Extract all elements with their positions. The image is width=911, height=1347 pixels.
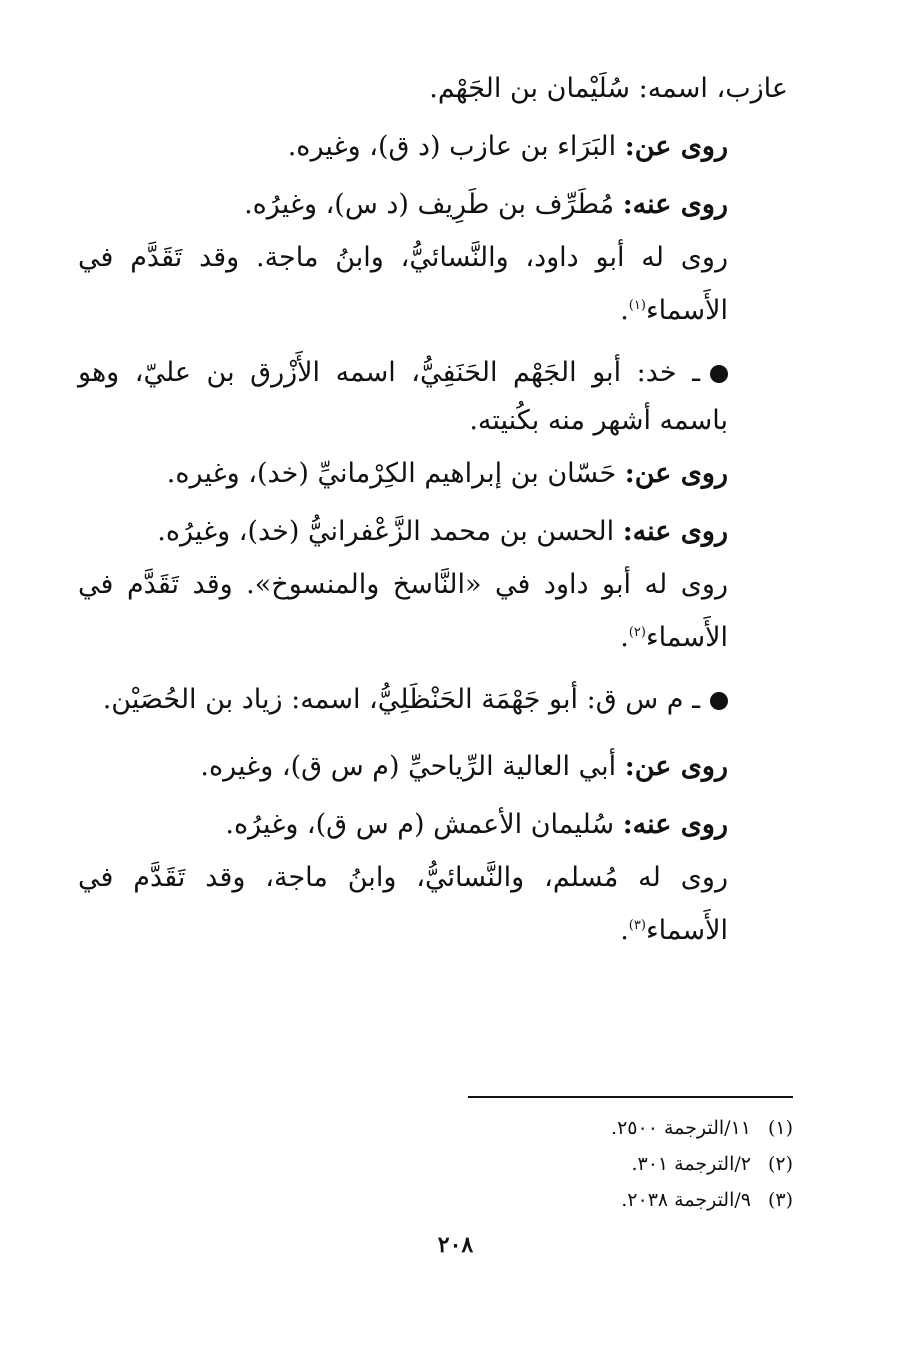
entry-1-heading: عازب، اسمه: سُلَيْمان بن الجَهْم. — [429, 73, 788, 104]
footnote-2: (٢)٢/الترجمة ٣٠١. — [631, 1153, 793, 1175]
footnote-divider — [468, 1096, 793, 1098]
entry-3-narrated-from: روى عن: أبي العالية الرِّياحيِّ (م س ق)، وغيره. — [200, 751, 728, 782]
entry-1-summary: روى له أبو داود، والنَّسائيُّ، وابنُ ماجة. وقد تَقَدَّم في الأَسماء$^{(١)}$. — [78, 242, 728, 326]
bullet-icon — [710, 365, 728, 383]
footnotes — [468, 1110, 793, 1218]
footnote-3: (٣)٩/الترجمة ٢٠٣٨. — [621, 1189, 793, 1211]
entry-2-heading: ـ خد: أبو الجَهْم الحَنَفِيُّ، اسمه الأَزْرق بن عليّ، وهو باسمه أشهر منه بكُنيته. — [78, 357, 728, 436]
entry-3-narrated-by: روى عنه: سُليمان الأعمش (م س ق)، وغيرُه. — [225, 809, 728, 840]
footnote-marker-1: (١) — [628, 298, 646, 313]
entry-3-summary: روى له مُسلم، والنَّسائيُّ، وابنُ ماجة، وقد تَقَدَّم في الأَسماء$^{(٣)}$. — [78, 862, 728, 946]
entry-1-narrated-by: روى عنه: مُطَرِّف بن طَرِيف (د س)، وغيرُه. — [244, 189, 728, 220]
entry-1-narrated-from: روى عن: البَرَاء بن عازب (د ق)، وغيره. — [287, 131, 728, 162]
document-body — [78, 60, 788, 955]
entry-2-summary: روى له أبو داود في «النَّاسخ والمنسوخ». وقد تَقَدَّم في الأَسماء$^{(٢)}$. — [78, 569, 728, 653]
entry-2-narrated-from: روى عن: حَسّان بن إبراهيم الكِرْمانيِّ (خد)، وغيره. — [166, 458, 728, 489]
entry-3-heading: ـ م س ق: أبو جَهْمَة الحَنْظَلِيُّ، اسمه: زياد بن الحُصَيْن. — [78, 676, 788, 724]
footnote-marker-3: (٣) — [628, 918, 646, 933]
footnote-marker-2: (٢) — [628, 625, 646, 640]
bullet-icon — [710, 692, 728, 710]
footnote-1: (١)١١/الترجمة ٢٥٠٠. — [611, 1117, 793, 1139]
page-number: ٢٠٨ — [437, 1232, 474, 1258]
entry-2-narrated-by: روى عنه: الحسن بن محمد الزَّعْفرانيُّ (خد)، وغيرُه. — [157, 516, 728, 547]
